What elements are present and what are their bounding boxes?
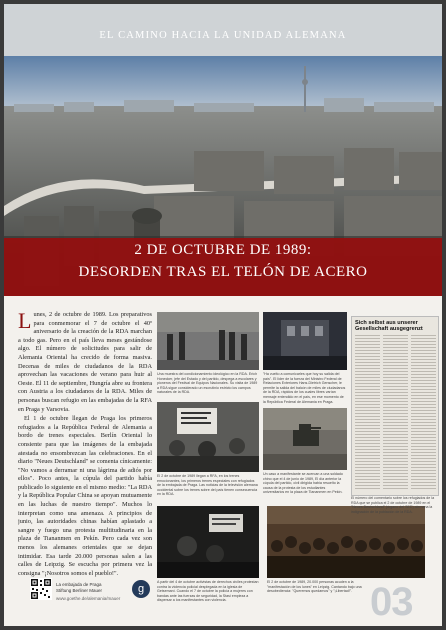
footer-org — [56, 582, 128, 593]
body-paragraph: unes, 2 de octubre de 1989. Los preparativos para conmemorar el 7 de octubre el 40º aniversario de la creación de la RDA marchan a todo gas. Pero en el país lleva meses gestándose algo. El número de solicitudes para salir de Alemania Oriental ha crecido de forma masiva. Decenas de miles de ciudadanos de la RDA aprovechan las vacaciones de verano para huir al Oeste. El 11 de septiembre, Hungría abre su frontera con Austria a los ciudadanos de la RDA. Miles de personas buscan refugio en las embajadas de la RFA en Praga y Varsovia. — [18, 311, 152, 413]
photo-caption: Una muestra del condicionamiento ideológico en la RDA. Erich Honecker, jefe del Estado y del partido, despega a escolares y pioneros del Festival de Equipos Nacionales. Su visita de 1989 a RDA sigue considerado un escrutinio estricto los campos naturales de la RDA. — [157, 372, 258, 395]
body-text — [18, 311, 152, 581]
photo-caption: Un caso a manifestante se acercan a una soldado chino que el 4 de junio de 1989, El día anterior la cúpula del partido, civil dirigida había resuelto la causa de la protesta de los estudiantes universitarios en la plaza de Tiananmen en Pekín. — [263, 472, 343, 495]
newspaper-column — [383, 335, 408, 491]
header-band — [4, 4, 442, 56]
dropcap: L — [18, 311, 32, 333]
newspaper-caption: El número del comentario sobre los refugiados de la RDA que se publica el 2 de octubre de 1989 en el "Neues Deutschland" (órgano del SED) alemana la indignación de la población de la RDA. — [351, 496, 435, 514]
photo-caption: El 2 de octubre de 1989, 20.000 personas acuden a la "manifestación de los lunes" en Leipzig. Cantando bajo una desobediencia: "Queremos quedarnos" y "¡Libertad!". — [267, 580, 362, 594]
newspaper-headline: Sich selbst aus unserer Gesellschaft ausgegrenzt — [355, 320, 423, 333]
headline-date: 2 DE OCTUBRE DE 1989: — [134, 242, 312, 258]
photo-gethsemane-church — [157, 506, 259, 578]
newspaper-clipping — [351, 316, 439, 496]
photo-caption: "Ha vuelto a comunicarles que hoy su salida del país". El líder de la fuerza del Ministro Federal de Relaciones Exteriores Hans-Dietrich Genscher, le permite la salida del balcón de miles de ciudadanos de la RDA, rápidos de los cuales libres varían mensaje entendido en el país, en ese momento de la República Federal de Alemania en Praga. — [263, 372, 346, 404]
newspaper-column — [411, 335, 436, 491]
panel-number: 03 — [370, 580, 413, 624]
photo-gethsemane-church-image — [157, 506, 259, 578]
photo-refugee-train-image — [157, 402, 259, 472]
photo-honecker-ceremony — [157, 312, 259, 370]
footer-org-line: La embajada de Praga — [56, 582, 102, 587]
photo-tiananmen — [263, 408, 347, 470]
headline-subtitle: DESORDEN TRAS EL TELÓN DE ACERO — [78, 264, 368, 280]
photo-honecker-ceremony-image — [157, 312, 259, 370]
photo-prague-embassy — [263, 312, 347, 370]
goethe-logo-icon: g — [132, 580, 150, 598]
footer-url[interactable]: www.goethe.de/alemania/mauer — [56, 596, 121, 601]
qr-code-icon[interactable] — [30, 578, 52, 600]
newspaper-column — [355, 335, 380, 491]
photo-tiananmen-image — [263, 408, 347, 470]
series-title: EL CAMINO HACIA LA UNIDAD ALEMANA — [99, 30, 347, 41]
body-paragraph: El 1 de octubre llegan de Praga los primeros refugiados a la República Federal de Alemania a bordo de trenes especiales. Berlín Oriental lo consiente para que las imágenes de la embajada atestada no ensombrezcan las celebraciones. En el diario "Neues Deutschland" se comenta cínicamente: "No vamos a derramar ni una lágrima de adiós por ellos". Poco antes, la cúpula del partido había publicado lo siguiente en el mismo medio: "La RDA y la República Popular China se apoyan mutuamente en las luchas de nuestro tiempo". Muchos lo interpretan como una amenaza. A principios de junio, las autoridades chinas habían aplastado a sangre y fuego una protesta multitudinaria en la plaza de Tiananmen en Pekín. Pero cada vez son menos los alemanes orientales que se dejan intimidar. Esa tarde 20.000 personas salen a las calles de Leipzig. Se escucha por primera vez la consigna "¡Nosotros somos el pueblo!". — [18, 415, 152, 577]
qr-code-image — [30, 578, 52, 600]
photo-refugee-train — [157, 402, 259, 472]
footer-org-line: Stiftung Berliner Mauer — [56, 587, 103, 593]
photo-prague-embassy-image — [263, 312, 347, 370]
exhibition-panel — [4, 4, 442, 626]
photo-caption: El 2 de octubre de 1989 llegan a RFA, en los trenes emocionantes, los primeros trenes especiales con refugiados de la embajada de Praga. Las noticias de la televisión alemana occidental sobre los trenes sobre del país tienen consecuencia en la RDA. — [157, 474, 258, 497]
photo-caption: A partir del 4 de octubre activistas de derechos civiles protestan contra la violencia policial desplegada en la iglesia de Getsemaní. Cuando el 7 de octubre la policía a mujeres con bandas ante las fuerzas de seguridad, la Stasi empieza a dispersar a los manifestantes con violencia. — [157, 580, 259, 603]
